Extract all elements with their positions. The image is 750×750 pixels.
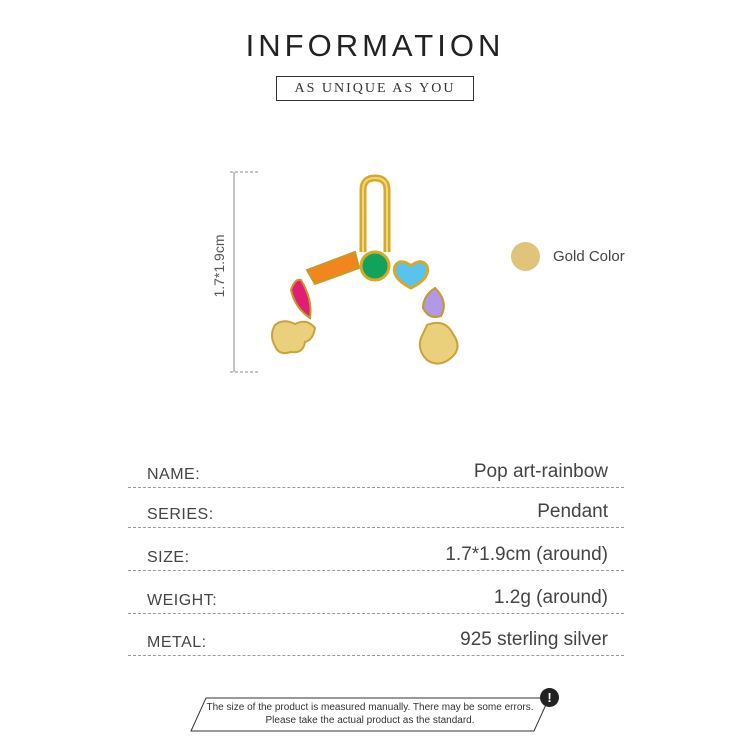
spec-value: Pop art-rainbow: [473, 461, 608, 482]
page-subtitle: AS UNIQUE AS YOU: [276, 76, 474, 101]
spec-row-weight: [128, 585, 624, 614]
spec-key: SIZE:: [147, 549, 190, 566]
spec-row-metal: [128, 627, 624, 656]
page-title: INFORMATION: [245, 28, 505, 63]
spec-value: 925 sterling silver: [460, 629, 608, 650]
spec-value: 1.2g (around): [493, 587, 608, 608]
spec-value: Pendant: [537, 501, 608, 522]
spec-value: 1.7*1.9cm (around): [445, 544, 608, 565]
spec-row-series: [128, 499, 624, 528]
product-image: [255, 170, 485, 390]
exclamation-icon: !: [540, 688, 559, 707]
dimension-label: 1.7*1.9cm: [211, 234, 227, 298]
disclaimer-line-1: The size of the product is measured manually. There may be some errors.: [206, 702, 534, 713]
spec-key: WEIGHT:: [147, 592, 218, 609]
spec-key: SERIES:: [147, 506, 214, 523]
color-label: Gold Color: [553, 248, 625, 265]
spec-key: NAME:: [147, 466, 201, 483]
spec-row-size: [128, 542, 624, 571]
disclaimer-line-2: Please take the actual product as the standard.: [265, 715, 475, 726]
gold-color-swatch[interactable]: [511, 242, 540, 271]
spec-key: METAL:: [147, 634, 207, 651]
spec-row-name: [128, 459, 624, 488]
disclaimer-note: [190, 697, 550, 732]
